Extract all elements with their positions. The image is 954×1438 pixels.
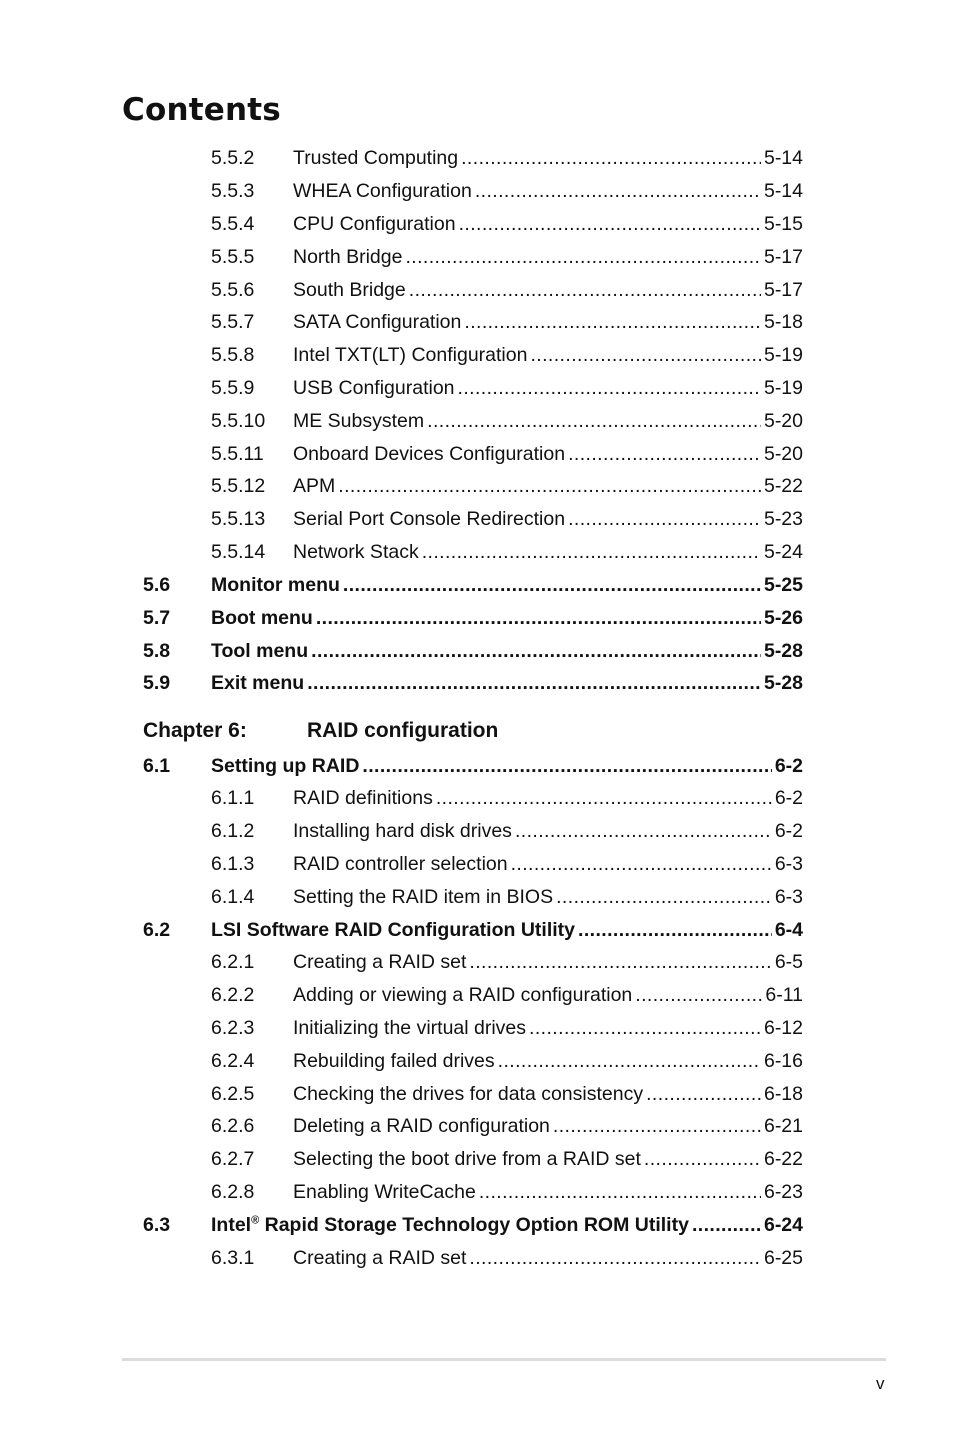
toc-entry-title: Serial Port Console Redirection <box>293 508 566 530</box>
toc-entry-number: 5.5.4 <box>211 213 255 235</box>
toc-section-entry[interactable] <box>143 605 803 631</box>
toc-entry-title: CPU Configuration <box>293 213 456 235</box>
toc-entry-title: Setting up RAID <box>211 755 360 777</box>
toc-entry-title: Checking the drives for data consistency <box>293 1083 644 1105</box>
dot-leader <box>343 572 761 598</box>
toc-entry-title: North Bridge <box>293 246 403 268</box>
toc-entry[interactable] <box>211 1179 803 1205</box>
toc-entry-page: 5-17 <box>763 279 803 301</box>
toc-entry-number: 5.5.2 <box>211 147 255 169</box>
dot-leader <box>479 1179 761 1205</box>
toc-entry-page: 5-17 <box>763 246 803 268</box>
toc-entry-title: Network Stack <box>293 541 419 563</box>
dot-leader <box>405 244 761 270</box>
toc-entry[interactable] <box>211 982 803 1008</box>
toc-entry-page: 6-5 <box>774 951 803 973</box>
toc-entry-page: 5-28 <box>763 672 803 694</box>
dot-leader <box>464 309 761 335</box>
toc-entry-page: 6-21 <box>763 1115 803 1137</box>
toc-entry-title: Selecting the boot drive from a RAID set <box>293 1148 641 1170</box>
toc-entry[interactable] <box>211 949 803 975</box>
toc-entry-page: 6-3 <box>774 853 803 875</box>
toc-entry-page: 6-2 <box>774 820 803 842</box>
toc-entry-number: 6.2.3 <box>211 1017 255 1039</box>
toc-entry-number: 5.5.8 <box>211 344 255 366</box>
toc-entry-number: 6.1.4 <box>211 886 255 908</box>
toc-entry-number: 5.5.3 <box>211 180 255 202</box>
toc-entry[interactable] <box>211 277 803 303</box>
toc-entry[interactable] <box>211 1245 803 1271</box>
toc-entry-page: 6-16 <box>763 1050 803 1072</box>
toc-entry-number: 6.1 <box>143 755 171 777</box>
dot-leader <box>409 277 761 303</box>
toc-entry-number: 6.3 <box>143 1214 171 1236</box>
toc-entry-number: 6.2.2 <box>211 984 255 1006</box>
toc-entry[interactable] <box>211 851 803 877</box>
toc-entry-title <box>211 1212 689 1238</box>
toc-section-entry[interactable] <box>143 1212 803 1238</box>
toc-entry-title: Deleting a RAID configuration <box>293 1115 550 1137</box>
toc-entry-page: 6-22 <box>763 1148 803 1170</box>
toc-entry[interactable] <box>211 506 803 532</box>
toc-section-entry[interactable] <box>143 753 803 779</box>
toc-entry[interactable] <box>211 441 803 467</box>
toc-entry[interactable] <box>211 309 803 335</box>
toc-entry-number: 5.5.14 <box>211 541 266 563</box>
toc-entry-number: 5.9 <box>143 672 171 694</box>
toc-entry-title: SATA Configuration <box>293 311 462 333</box>
toc-entry-title: Monitor menu <box>211 574 340 596</box>
toc-entry-page: 5-22 <box>763 475 803 497</box>
toc-entry-title: Intel TXT(LT) Configuration <box>293 344 528 366</box>
toc-entry[interactable] <box>211 785 803 811</box>
toc-entry-number: 5.5.13 <box>211 508 266 530</box>
toc-entry-number: 6.1.2 <box>211 820 255 842</box>
dot-leader <box>646 1081 761 1107</box>
dot-leader <box>498 1048 761 1074</box>
toc-entry-number: 5.5.12 <box>211 475 266 497</box>
toc-entry-title: RAID definitions <box>293 787 433 809</box>
toc-entry-page: 6-23 <box>763 1181 803 1203</box>
toc-entry-page: 6-12 <box>763 1017 803 1039</box>
registered-mark: ® <box>251 1214 260 1227</box>
dot-leader <box>692 1212 761 1238</box>
toc-entry-number: 6.2 <box>143 919 171 941</box>
dot-leader <box>635 982 762 1008</box>
footer-divider <box>122 1358 886 1361</box>
dot-leader <box>307 670 761 696</box>
page-title: Contents <box>122 92 281 128</box>
toc-section-entry[interactable] <box>143 638 803 664</box>
toc-entry-page: 5-15 <box>763 213 803 235</box>
toc-entry-title: ME Subsystem <box>293 410 425 432</box>
toc-entry-title: Initializing the virtual drives <box>293 1017 527 1039</box>
toc-entry-number: 6.2.8 <box>211 1181 255 1203</box>
toc-section-entry[interactable] <box>143 917 803 943</box>
toc-entry-page: 6-4 <box>774 919 803 941</box>
toc-entry-number: 5.5.7 <box>211 311 255 333</box>
dot-leader <box>469 949 771 975</box>
chapter-heading[interactable] <box>143 717 498 745</box>
chapter-title: RAID configuration <box>307 719 499 742</box>
toc-entry-page: 5-28 <box>763 640 803 662</box>
toc-entry-number: 6.2.6 <box>211 1115 255 1137</box>
toc-entry-title: APM <box>293 475 336 497</box>
toc-entry-title: Trusted Computing <box>293 147 459 169</box>
toc-entry[interactable] <box>211 473 803 499</box>
dot-leader <box>427 408 761 434</box>
dot-leader <box>511 851 772 877</box>
dot-leader <box>316 605 761 631</box>
toc-entry-page: 5-23 <box>763 508 803 530</box>
toc-entry-title: South Bridge <box>293 279 406 301</box>
toc-entry-title: Enabling WriteCache <box>293 1181 476 1203</box>
toc-entry-page: 5-26 <box>763 607 803 629</box>
toc-entry-page: 6-11 <box>765 984 803 1006</box>
dot-leader <box>338 473 761 499</box>
toc-entry-title: WHEA Configuration <box>293 180 472 202</box>
toc-entry[interactable] <box>211 1015 803 1041</box>
toc-entry-title: Tool menu <box>211 640 309 662</box>
toc-entry-number: 5.5.5 <box>211 246 255 268</box>
toc-entry-number: 5.5.6 <box>211 279 255 301</box>
dot-leader <box>644 1146 761 1172</box>
dot-leader <box>458 375 761 401</box>
toc-entry-title-part: Intel <box>211 1214 252 1236</box>
toc-entry-page: 5-19 <box>763 344 803 366</box>
dot-leader <box>311 638 761 664</box>
toc-entry-number: 6.2.7 <box>211 1148 255 1170</box>
toc-entry-title: Rebuilding failed drives <box>293 1050 495 1072</box>
toc-entry-number: 5.5.9 <box>211 377 255 399</box>
toc-entry[interactable] <box>211 244 803 270</box>
toc-entry-page: 6-18 <box>763 1083 803 1105</box>
dot-leader <box>578 917 772 943</box>
chapter-number: Chapter 6: <box>143 719 247 742</box>
toc-entry-number: 6.2.1 <box>211 951 255 973</box>
toc-section-entry[interactable] <box>143 670 803 696</box>
toc-section-entry[interactable] <box>143 572 803 598</box>
toc-entry-title: Adding or viewing a RAID configuration <box>293 984 633 1006</box>
toc-entry[interactable] <box>211 1113 803 1139</box>
dot-leader <box>556 884 772 910</box>
toc-entry-title: Boot menu <box>211 607 313 629</box>
toc-entry[interactable] <box>211 1081 803 1107</box>
toc-entry-number: 6.1.3 <box>211 853 255 875</box>
toc-entry-page: 6-25 <box>763 1247 803 1269</box>
toc-entry-page: 5-25 <box>763 574 803 596</box>
dot-leader <box>459 211 761 237</box>
toc-entry-page: 5-20 <box>763 410 803 432</box>
toc-entry[interactable] <box>211 818 803 844</box>
toc-entry[interactable] <box>211 375 803 401</box>
dot-leader <box>469 1245 761 1271</box>
dot-leader <box>461 145 761 171</box>
dot-leader <box>568 506 761 532</box>
toc-entry-number: 5.6 <box>143 574 171 596</box>
toc-entry-title-part: Rapid Storage Technology Option ROM Utility <box>259 1214 689 1236</box>
toc-entry-title: Creating a RAID set <box>293 951 467 973</box>
toc-entry[interactable] <box>211 1146 803 1172</box>
toc-entry-page: 6-2 <box>774 755 803 777</box>
toc-entry-number: 5.7 <box>143 607 171 629</box>
toc-entry-title: Setting the RAID item in BIOS <box>293 886 554 908</box>
toc-entry-title: RAID controller selection <box>293 853 508 875</box>
toc-entry-page: 5-18 <box>763 311 803 333</box>
toc-entry-title: Installing hard disk drives <box>293 820 512 842</box>
dot-leader <box>436 785 772 811</box>
toc-entry[interactable] <box>211 178 803 204</box>
dot-leader <box>475 178 761 204</box>
toc-entry-number: 6.3.1 <box>211 1247 255 1269</box>
toc-entry-number: 6.2.4 <box>211 1050 255 1072</box>
toc-entry-number: 6.1.1 <box>211 787 255 809</box>
toc-entry-title: Exit menu <box>211 672 305 694</box>
toc-entry-page: 6-2 <box>774 787 803 809</box>
toc-entry-page: 5-14 <box>763 147 803 169</box>
toc-entry-number: 6.2.5 <box>211 1083 255 1105</box>
dot-leader <box>529 1015 761 1041</box>
toc-entry-number: 5.5.11 <box>211 443 264 465</box>
toc-entry-title: Onboard Devices Configuration <box>293 443 566 465</box>
toc-entry-page: 6-24 <box>763 1214 803 1236</box>
toc-entry[interactable] <box>211 539 803 565</box>
toc-entry-page: 6-3 <box>774 886 803 908</box>
toc-entry-number: 5.5.10 <box>211 410 266 432</box>
toc-entry-title: LSI Software RAID Configuration Utility <box>211 919 575 941</box>
toc-entry[interactable] <box>211 408 803 434</box>
toc-entry-title: Creating a RAID set <box>293 1247 467 1269</box>
toc-entry[interactable] <box>211 884 803 910</box>
dot-leader <box>362 753 771 779</box>
toc-entry-page: 5-24 <box>763 541 803 563</box>
toc-entry[interactable] <box>211 145 803 171</box>
dot-leader <box>553 1113 761 1139</box>
dot-leader <box>515 818 772 844</box>
toc-entry[interactable] <box>211 1048 803 1074</box>
dot-leader <box>568 441 761 467</box>
page-number: v <box>876 1374 885 1393</box>
dot-leader <box>422 539 761 565</box>
toc-entry[interactable] <box>211 342 803 368</box>
toc-entry-page: 5-19 <box>763 377 803 399</box>
dot-leader <box>530 342 761 368</box>
toc-entry-page: 5-20 <box>763 443 803 465</box>
toc-entry-title: USB Configuration <box>293 377 455 399</box>
toc-entry-number: 5.8 <box>143 640 171 662</box>
toc-entry[interactable] <box>211 211 803 237</box>
toc-entry-page: 5-14 <box>763 180 803 202</box>
